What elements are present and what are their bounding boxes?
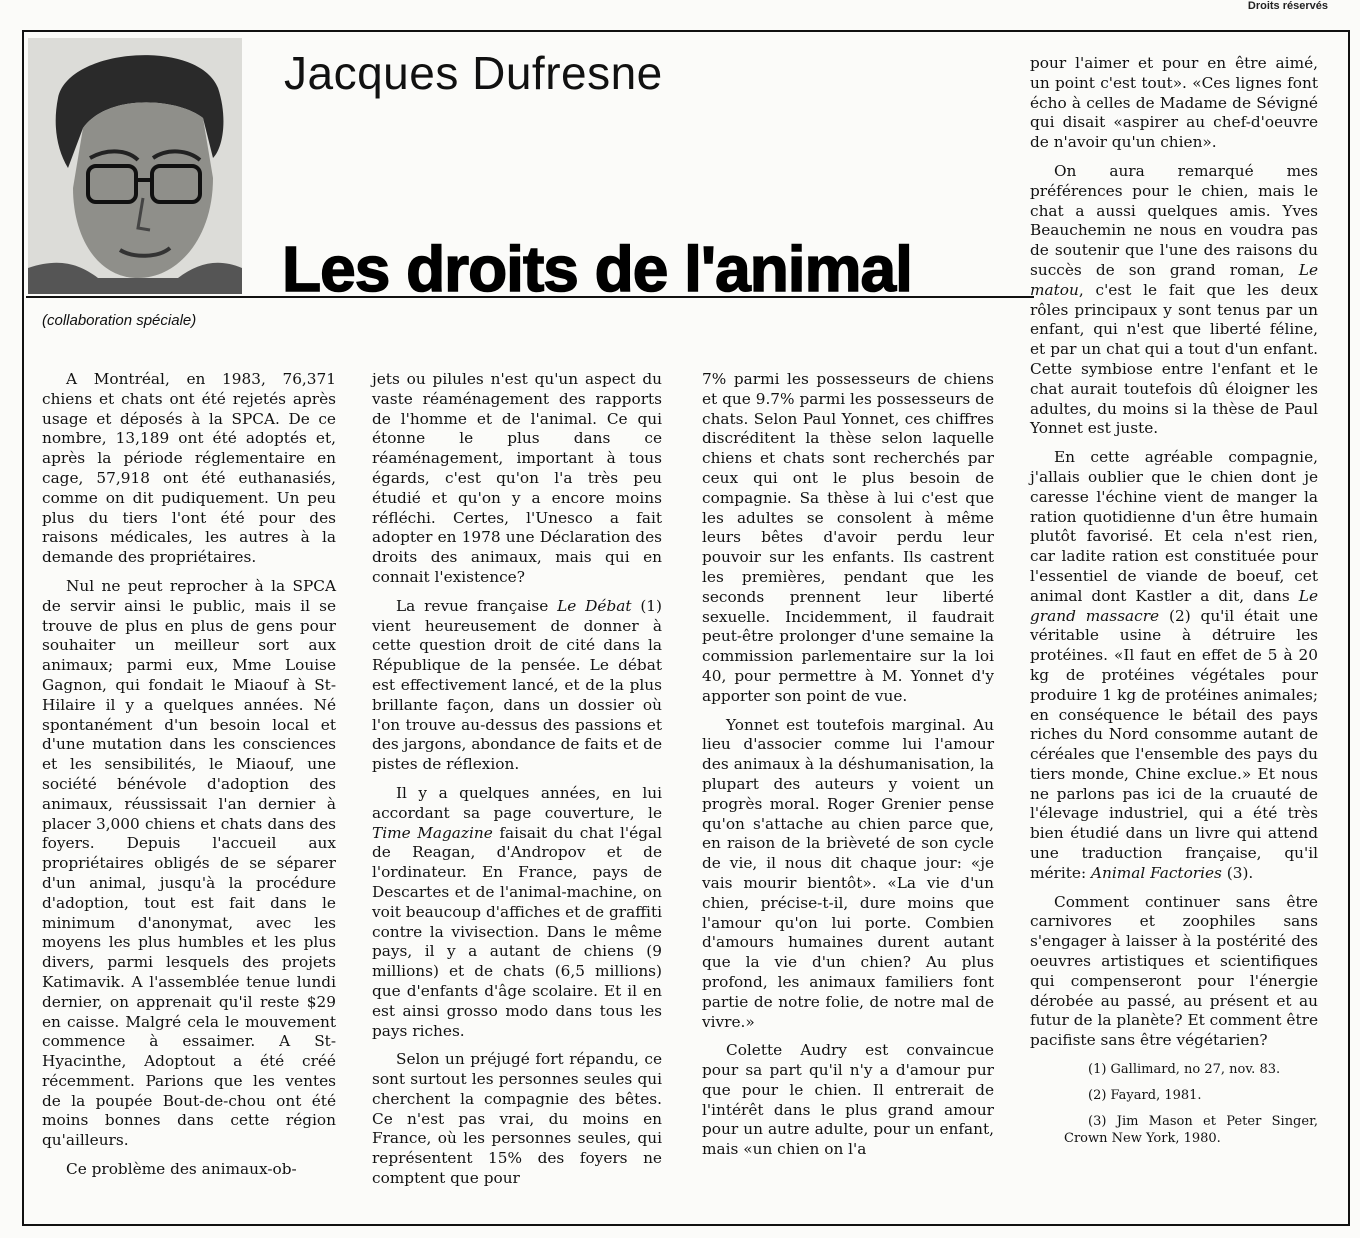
text-run: faisait du chat l'égal de Reagan, d'Andropov et de l'ordinateur. En France, pays de Descartes et de l'animal-machine, on voit beaucoup d'affiches et de graffiti contre la vivisection. Dans le même pays, il y a autant de chiens (9 millions) et de chats (6,5 millions) que d'enfants d'âge scolaire. Et il en est ainsi grosso modo dans tous les pays riches. xyxy=(372,823,662,1040)
paragraph: Colette Audry est convaincue pour sa part qu'il n'y a d'amour pur que pour le chien. Il entrerait de l'intérêt dans le plus grand amour pour un autre adulte, pour un enfant, mais «un chien on l'a xyxy=(702,1041,994,1159)
publication-title: Le Débat xyxy=(557,596,632,615)
footnotes xyxy=(1030,1061,1318,1147)
rights-notice: Droits réservés xyxy=(1247,0,1328,12)
text-run: On aura remarqué mes préférences pour le chien, mais le chat a aussi quelques amis. Yves Beauchemin ne nous en voudra pas de soutenir que l'une des raisons du succès de son grand roman, xyxy=(1030,161,1318,279)
column-1 xyxy=(42,370,336,1180)
text-run: , c'est le fait que les deux rôles principaux y sont tenus par un enfant, qui n'est que liberté féline, et par un chat qui a tout d'un enfant. Cette symbiose entre l'enfant et le chat aurait toutefois dû éloigner les adultes, du moins si la thèse de Paul Yonnet est juste. xyxy=(1030,280,1318,438)
paragraph: A Montréal, en 1983, 76,371 chiens et chats ont été rejetés après usage et déposés à la SPCA. De ce nombre, 13,189 ont été adoptés et, après la période réglementaire en cage, 57,918 ont été euthanasiés, comme on dit pudiquement. Un peu plus du tiers l'ont été pour des raisons médicales, les autres à la demande des propriétaires. xyxy=(42,370,336,567)
book-title: Animal Factories xyxy=(1090,863,1222,882)
paragraph: Selon un préjugé fort répandu, ce sont surtout les personnes seules qui cherchent la compagnie des bêtes. Ce n'est pas vrai, du moins en France, où les personnes seules, qui représentent 15% des foyers ne comptent que pour xyxy=(372,1050,662,1188)
paragraph xyxy=(372,784,662,1041)
footnote: (1) Gallimard, no 27, nov. 83. xyxy=(1088,1062,1281,1078)
paragraph xyxy=(1030,448,1318,884)
paragraph: Ce problème des animaux-ob- xyxy=(66,1160,297,1179)
text-run: (2) qu'il était une véritable usine à détruire les protéines. «Il faut en effet de 5 à 20 kg de protéines végétales pour produire 1 kg de protéines animales; en conséquence le bétail des pays riches du Nord consomme autant de céréales que l'ensemble des pays du tiers monde, Chine exclue.» Et nous ne parlons pas ici de la cruauté de l'élevage industriel, qui a été très bien étudié dans un livre qui attend une traduction française, qu'il mérite: xyxy=(1030,606,1319,882)
text-run: La revue française xyxy=(396,596,558,615)
paragraph: 7% parmi les possesseurs de chiens et que 9.7% parmi les possesseurs de chats. Selon Paul Yonnet, ces chiffres discréditent la thèse selon laquelle chiens et chats sont recherchés par ceux qui ont le plus besoin de compagnie. Sa thèse à lui c'est que les adultes se consolent à même leurs bêtes d'avoir perdu leur pouvoir sur les enfants. Ils castrent les premières, pendant que les seconds prennent leur liberté sexuelle. Incidemment, il faudrait peut-être prolonger d'une semaine la commission parlementaire sur la loi 40, pour permettre à M. Yonnet d'y apporter son point de vue. xyxy=(702,370,994,705)
footnote: (2) Fayard, 1981. xyxy=(1088,1088,1202,1104)
column-3 xyxy=(702,370,994,1160)
paragraph xyxy=(1030,162,1318,439)
book-title: Le matou xyxy=(1030,260,1318,299)
paragraph: Nul ne peut reprocher à la SPCA de servir ainsi le public, mais il se trouve de plus en plus de gens pour souhaiter un meilleur sort aux animaux; parmi eux, Mme Louise Gagnon, qui fondait le Miaouf à St-Hilaire il y a quelques années. Né spontanément d'un besoin local et d'une mutation dans les consciences et les sensibilités, le Miaouf, une société bénévole d'adoption des animaux, réussissait l'an dernier à placer 3,000 chiens et chats dans des foyers. Depuis l'accueil aux propriétaires obligés de se séparer d'un animal, jusqu'à la procédure d'adoption, tout est fait dans le minimum d'anonymat, avec les moyens les plus humbles et les plus divers, parmi lesquels des projets Katimavik. A l'assemblée tenue lundi dernier, on apprenait qu'il reste $29 en caisse. Malgré cela le mouvement commence à essaimer. A St-Hyacinthe, Adoptout a été créé récemment. Parions que les ventes de la poupée Bout-de-chou ont été moins bonnes dans cette région qu'ailleurs. xyxy=(42,576,336,1150)
portrait-image xyxy=(28,38,242,294)
paragraph xyxy=(372,597,662,775)
text-run: (3). xyxy=(1221,863,1254,882)
article-headline: Les droits de l'animal xyxy=(282,233,912,305)
text-run: Il y a quelques années, en lui accordant sa page couverture, le xyxy=(372,783,662,822)
publication-title: Time Magazine xyxy=(372,823,493,842)
author-name: Jacques Dufresne xyxy=(284,47,663,99)
paragraph: Yonnet est toutefois marginal. Au lieu d'associer comme lui l'amour des animaux à la déshumanisation, la plupart des auteurs y voient un progrès moral. Roger Grenier pense qu'on s'attache au chien parce que, en raison de la brièveté de son cycle de vie, il nous dit chaque jour: «je vais mourir bientôt». «La vie d'un chien, précise-t-il, dure moins que l'amour qu'on lui porte. Combien d'amours humaines durent autant que la vie d'un chien? Au plus profond, les animaux familiers font partie de notre folie, de notre mal de vivre.» xyxy=(702,715,994,1031)
paragraph: pour l'aimer et pour en être aimé, un point c'est tout». «Ces lignes font écho à celles de Madame de Sévigné qui disait «aspirer au chef-d'oeuvre de n'avoir qu'un chien». xyxy=(1030,54,1318,152)
footnote: (3) Jim Mason et Peter Singer, Crown New York, 1980. xyxy=(1064,1114,1318,1147)
paragraph: jets ou pilules n'est qu'un aspect du vaste réaménagement des rapports de l'homme et de l'animal. Ce qui étonne le plus dans ce réaménagement, important à tous égards, c'est qu'on l'a très peu étudié et qu'on y a encore moins réfléchi. Certes, l'Unesco a fait adopter en 1978 une Déclaration des droits des animaux, mais qui en connait l'existence? xyxy=(372,370,662,586)
column-4 xyxy=(1030,54,1318,1147)
text-run: (1) vient heureusement de donner à cette question droit de cité dans la République de la pensée. Le débat est effectivement lancé, et de la plus brillante façon, dans un dossier où l'on trouve au-dessus des passions et des jargons, abondance de faits et de pistes de réflexion. xyxy=(372,596,663,774)
paragraph: Comment continuer sans être carnivores et zoophiles sans s'engager à laisser à la postérité des oeuvres artistiques et scientifiques qui compenseront pour l'énergie dérobée au passé, au présent et au futur de la planète? Et comment être pacifiste sans être végétarien? xyxy=(1030,892,1318,1050)
book-title: Le grand massacre xyxy=(1030,586,1318,625)
column-2 xyxy=(372,370,662,1189)
text-run: En cette agréable compagnie, j'allais oublier que le chien dont je caresse l'échine vient de manger la ration quotidienne d'un être humain plutôt favorisé. Et cela n'est rien, car ladite ration est constituée pour l'essentiel de viande de boeuf, cet animal dont Kastler a dit, dans xyxy=(1030,448,1318,605)
photo-credit: (collaboration spéciale) xyxy=(42,312,197,329)
author-photo xyxy=(28,38,242,294)
